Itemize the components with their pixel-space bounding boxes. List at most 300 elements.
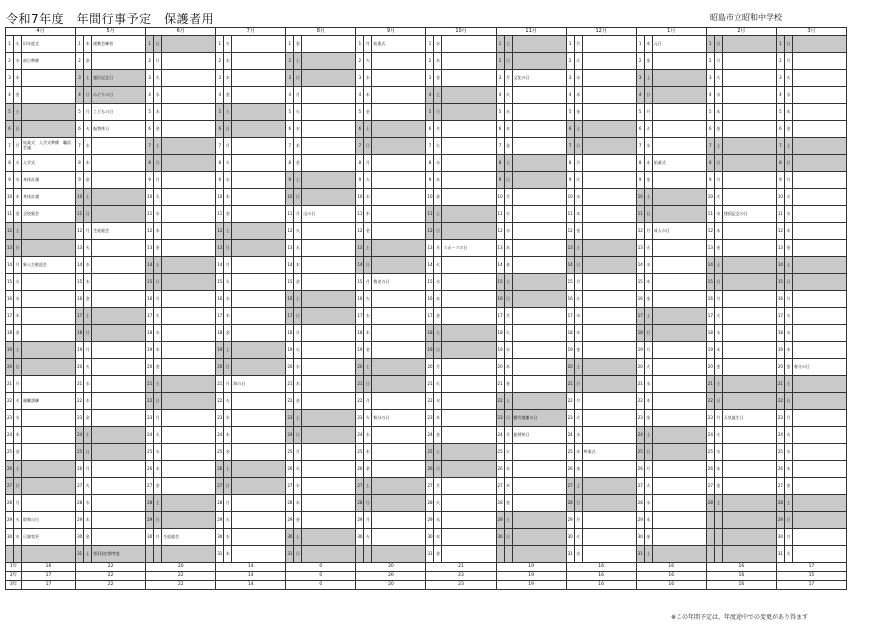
event-cell [22, 376, 76, 393]
event-cell [582, 189, 636, 206]
weekday: 水 [364, 189, 372, 206]
stats-value: 16 [636, 563, 706, 572]
event-cell [652, 308, 706, 325]
weekday: 月 [574, 512, 582, 529]
month-header-row [6, 28, 847, 36]
event-cell [722, 393, 776, 410]
weekday: 水 [504, 461, 512, 478]
day-number: 29 [76, 512, 84, 529]
weekday: 月 [364, 155, 372, 172]
event-cell: 敬老の日 [372, 274, 426, 291]
weekday: 火 [294, 104, 302, 121]
weekday: 火 [434, 138, 442, 155]
event-cell: 憲法記念日 [92, 70, 146, 87]
day-number: 31 [216, 546, 224, 563]
event-cell [582, 325, 636, 342]
weekday: 金 [784, 478, 792, 495]
day-number: 2 [76, 53, 84, 70]
weekday: 木 [434, 172, 442, 189]
day-number: 19 [286, 342, 294, 359]
day-number: 10 [286, 189, 294, 206]
day-number: 25 [706, 444, 714, 461]
event-cell [442, 53, 496, 70]
day-number: 12 [776, 223, 784, 240]
event-cell [302, 461, 356, 478]
day-number: 1 [776, 36, 784, 53]
weekday: 水 [294, 359, 302, 376]
event-cell [22, 223, 76, 240]
weekday: 火 [364, 529, 372, 546]
event-cell: 春分の日 [792, 359, 846, 376]
weekday: 日 [14, 240, 22, 257]
event-cell [442, 257, 496, 274]
weekday: 水 [504, 104, 512, 121]
day-number: 14 [636, 257, 644, 274]
weekday: 金 [504, 257, 512, 274]
day-number: 25 [496, 444, 504, 461]
day-number: 18 [776, 325, 784, 342]
weekday [364, 546, 372, 563]
weekday: 土 [84, 70, 92, 87]
day-number: 17 [356, 308, 364, 325]
day-number: 21 [356, 376, 364, 393]
day-row [6, 257, 847, 274]
stats-value: 21 [426, 563, 496, 572]
event-cell [232, 257, 286, 274]
weekday: 金 [574, 342, 582, 359]
event-cell [512, 444, 566, 461]
weekday: 日 [294, 189, 302, 206]
event-cell [302, 308, 356, 325]
event-cell [582, 376, 636, 393]
stats-value: 22 [76, 563, 146, 572]
event-cell: 新入生歓迎会 [22, 257, 76, 274]
event-cell [162, 495, 216, 512]
weekday: 火 [154, 70, 162, 87]
day-number: 14 [146, 257, 154, 274]
event-cell: 秋分の日 [372, 410, 426, 427]
event-cell [792, 342, 846, 359]
weekday: 木 [714, 461, 722, 478]
day-row [6, 376, 847, 393]
event-cell [372, 308, 426, 325]
weekday: 土 [714, 138, 722, 155]
day-number: 17 [426, 308, 434, 325]
day-number: 27 [636, 478, 644, 495]
event-cell [372, 138, 426, 155]
event-cell [372, 376, 426, 393]
weekday: 土 [504, 155, 512, 172]
day-number: 6 [146, 121, 154, 138]
weekday: 土 [784, 495, 792, 512]
day-number: 3 [426, 70, 434, 87]
event-cell: 生徒総会 [162, 529, 216, 546]
day-number: 28 [776, 495, 784, 512]
day-number: 3 [706, 70, 714, 87]
weekday: 土 [574, 240, 582, 257]
weekday: 日 [574, 257, 582, 274]
day-number: 9 [216, 172, 224, 189]
day-number: 28 [706, 495, 714, 512]
weekday: 月 [434, 240, 442, 257]
weekday: 月 [644, 104, 652, 121]
weekday: 木 [644, 393, 652, 410]
weekday: 土 [14, 223, 22, 240]
event-cell [722, 512, 776, 529]
event-cell [722, 274, 776, 291]
day-number: 3 [636, 70, 644, 87]
event-cell [442, 189, 496, 206]
day-number: 17 [146, 308, 154, 325]
event-cell [722, 121, 776, 138]
event-cell: 日課変更 [22, 529, 76, 546]
weekday: 月 [504, 308, 512, 325]
day-number: 18 [356, 325, 364, 342]
day-number: 3 [776, 70, 784, 87]
weekday: 火 [364, 53, 372, 70]
weekday: 日 [504, 172, 512, 189]
day-number: 10 [706, 189, 714, 206]
event-cell [652, 274, 706, 291]
event-cell [582, 393, 636, 410]
weekday: 金 [714, 359, 722, 376]
weekday: 金 [434, 189, 442, 206]
event-cell [302, 427, 356, 444]
event-cell [582, 155, 636, 172]
day-number: 30 [636, 529, 644, 546]
day-number: 29 [636, 512, 644, 529]
day-number: 29 [6, 512, 14, 529]
event-cell [162, 138, 216, 155]
day-number: 14 [426, 257, 434, 274]
event-cell [162, 342, 216, 359]
event-cell [92, 529, 146, 546]
weekday: 金 [224, 87, 232, 104]
day-number: 5 [286, 104, 294, 121]
day-number: 29 [286, 512, 294, 529]
weekday [714, 512, 722, 529]
weekday: 水 [434, 274, 442, 291]
weekday [14, 546, 22, 563]
weekday: 水 [224, 529, 232, 546]
event-cell [442, 444, 496, 461]
weekday: 月 [364, 274, 372, 291]
weekday: 水 [434, 36, 442, 53]
weekday: 月 [154, 53, 162, 70]
day-number: 1 [6, 36, 14, 53]
stats-value: 14 [216, 581, 286, 590]
day-number: 12 [356, 223, 364, 240]
event-cell: 元日 [652, 36, 706, 53]
day-number: 22 [636, 393, 644, 410]
weekday: 土 [574, 121, 582, 138]
day-number: 7 [286, 138, 294, 155]
weekday: 水 [784, 87, 792, 104]
day-number: 5 [566, 104, 574, 121]
event-cell [372, 461, 426, 478]
event-cell [302, 546, 356, 563]
weekday: 月 [154, 529, 162, 546]
day-number: 20 [146, 359, 154, 376]
day-row [6, 410, 847, 427]
weekday: 木 [434, 529, 442, 546]
day-number: 25 [636, 444, 644, 461]
event-cell [232, 478, 286, 495]
day-number: 20 [286, 359, 294, 376]
event-cell [22, 240, 76, 257]
event-cell [302, 342, 356, 359]
day-number: 4 [216, 87, 224, 104]
weekday: 日 [434, 223, 442, 240]
day-number: 27 [216, 478, 224, 495]
weekday: 水 [714, 444, 722, 461]
event-cell [582, 546, 636, 563]
event-cell [22, 461, 76, 478]
event-cell [652, 121, 706, 138]
weekday: 火 [224, 274, 232, 291]
event-cell [792, 512, 846, 529]
weekday: 月 [714, 53, 722, 70]
weekday: 日 [364, 138, 372, 155]
day-number: 13 [776, 240, 784, 257]
weekday: 日 [574, 138, 582, 155]
event-cell [92, 512, 146, 529]
weekday: 水 [294, 240, 302, 257]
weekday: 金 [504, 138, 512, 155]
day-number: 9 [356, 172, 364, 189]
event-cell [512, 291, 566, 308]
weekday: 水 [434, 155, 442, 172]
day-number: 4 [6, 87, 14, 104]
day-number: 25 [146, 444, 154, 461]
day-number: 11 [76, 206, 84, 223]
weekday: 金 [434, 70, 442, 87]
weekday: 木 [364, 444, 372, 461]
weekday: 木 [224, 189, 232, 206]
weekday: 金 [574, 104, 582, 121]
event-cell [442, 87, 496, 104]
day-number: 24 [426, 427, 434, 444]
weekday: 火 [434, 376, 442, 393]
weekday: 土 [84, 189, 92, 206]
day-number: 30 [426, 529, 434, 546]
weekday: 水 [364, 427, 372, 444]
event-cell [372, 342, 426, 359]
day-number: 7 [76, 138, 84, 155]
day-number: 2 [286, 53, 294, 70]
day-number: 3 [496, 70, 504, 87]
weekday: 火 [364, 172, 372, 189]
day-number: 10 [426, 189, 434, 206]
event-cell [792, 121, 846, 138]
weekday: 木 [784, 461, 792, 478]
event-cell [792, 478, 846, 495]
day-number: 31 [76, 546, 84, 563]
day-number: 13 [356, 240, 364, 257]
stats-value: 19 [496, 581, 566, 590]
weekday: 水 [504, 342, 512, 359]
event-cell [792, 410, 846, 427]
day-row [6, 70, 847, 87]
day-number: 6 [566, 121, 574, 138]
day-number: 3 [566, 70, 574, 87]
day-number: 15 [356, 274, 364, 291]
day-number: 23 [146, 410, 154, 427]
weekday: 日 [84, 444, 92, 461]
event-cell [372, 104, 426, 121]
weekday: 月 [574, 393, 582, 410]
weekday: 日 [14, 359, 22, 376]
day-number: 17 [776, 308, 784, 325]
event-cell [652, 87, 706, 104]
weekday: 月 [294, 87, 302, 104]
weekday: 水 [84, 376, 92, 393]
day-number: 6 [636, 121, 644, 138]
event-cell [442, 478, 496, 495]
weekday: 水 [224, 53, 232, 70]
day-number: 20 [566, 359, 574, 376]
day-number: 25 [216, 444, 224, 461]
day-number: 19 [146, 342, 154, 359]
day-number: 5 [706, 104, 714, 121]
weekday: 月 [84, 342, 92, 359]
weekday: 月 [714, 410, 722, 427]
event-cell [792, 104, 846, 121]
day-number: 15 [426, 274, 434, 291]
event-cell [372, 53, 426, 70]
weekday: 木 [224, 308, 232, 325]
day-number: 9 [706, 172, 714, 189]
event-cell [92, 53, 146, 70]
day-number: 3 [356, 70, 364, 87]
weekday: 土 [434, 206, 442, 223]
weekday: 火 [784, 70, 792, 87]
weekday: 月 [504, 70, 512, 87]
weekday: 土 [84, 546, 92, 563]
event-cell [512, 342, 566, 359]
weekday: 火 [784, 189, 792, 206]
day-number: 19 [496, 342, 504, 359]
event-cell [372, 529, 426, 546]
day-number: 15 [706, 274, 714, 291]
weekday: 月 [224, 376, 232, 393]
day-number: 24 [146, 427, 154, 444]
weekday: 木 [14, 189, 22, 206]
event-cell [722, 342, 776, 359]
event-cell [92, 257, 146, 274]
event-cell [22, 87, 76, 104]
day-row [6, 104, 847, 121]
event-cell [372, 155, 426, 172]
event-cell [582, 512, 636, 529]
event-cell [162, 206, 216, 223]
event-cell [232, 206, 286, 223]
weekday: 月 [714, 291, 722, 308]
weekday: 月 [224, 138, 232, 155]
stats-row [6, 572, 847, 581]
event-cell: 建国記念の日 [722, 206, 776, 223]
day-number: 9 [566, 172, 574, 189]
event-cell [582, 104, 636, 121]
day-number: 2 [776, 53, 784, 70]
weekday: 日 [294, 427, 302, 444]
day-number: 8 [356, 155, 364, 172]
day-number: 21 [146, 376, 154, 393]
weekday: 土 [294, 53, 302, 70]
day-number: 11 [286, 206, 294, 223]
weekday: 月 [14, 376, 22, 393]
weekday: 日 [154, 274, 162, 291]
day-number: 7 [6, 138, 14, 155]
weekday: 土 [364, 121, 372, 138]
weekday: 月 [294, 206, 302, 223]
month-header: 8月 [286, 28, 356, 36]
day-number: 26 [356, 461, 364, 478]
weekday: 木 [574, 206, 582, 223]
event-cell: みどりの日 [92, 87, 146, 104]
event-cell [22, 410, 76, 427]
event-cell: 天皇誕生日 [722, 410, 776, 427]
weekday: 水 [84, 495, 92, 512]
weekday: 木 [224, 427, 232, 444]
event-cell [162, 461, 216, 478]
day-number: 1 [426, 36, 434, 53]
weekday: 水 [224, 410, 232, 427]
day-number: 5 [76, 104, 84, 121]
weekday: 月 [714, 172, 722, 189]
day-number: 19 [76, 342, 84, 359]
event-cell [232, 461, 286, 478]
day-number: 17 [706, 308, 714, 325]
event-cell [582, 478, 636, 495]
weekday: 金 [84, 529, 92, 546]
event-cell [582, 529, 636, 546]
event-cell [232, 393, 286, 410]
event-cell [302, 359, 356, 376]
day-number: 6 [6, 121, 14, 138]
day-number: 27 [146, 478, 154, 495]
day-number: 10 [356, 189, 364, 206]
event-cell [722, 189, 776, 206]
stats-value: 14 [216, 572, 286, 581]
day-number: 12 [706, 223, 714, 240]
weekday: 土 [644, 70, 652, 87]
weekday: 金 [434, 308, 442, 325]
day-number: 20 [776, 359, 784, 376]
day-number: 7 [356, 138, 364, 155]
event-cell [722, 223, 776, 240]
event-cell [652, 325, 706, 342]
event-cell [442, 359, 496, 376]
event-cell [722, 240, 776, 257]
weekday: 木 [364, 325, 372, 342]
weekday: 土 [224, 461, 232, 478]
day-number: 14 [6, 257, 14, 274]
event-cell [22, 495, 76, 512]
weekday: 日 [294, 70, 302, 87]
weekday: 木 [504, 359, 512, 376]
weekday: 月 [14, 257, 22, 274]
day-number: 20 [6, 359, 14, 376]
event-cell [92, 291, 146, 308]
event-cell [22, 444, 76, 461]
weekday: 木 [154, 461, 162, 478]
weekday: 金 [154, 359, 162, 376]
weekday: 日 [714, 274, 722, 291]
day-number: 24 [496, 427, 504, 444]
event-cell [372, 257, 426, 274]
day-number: 9 [776, 172, 784, 189]
